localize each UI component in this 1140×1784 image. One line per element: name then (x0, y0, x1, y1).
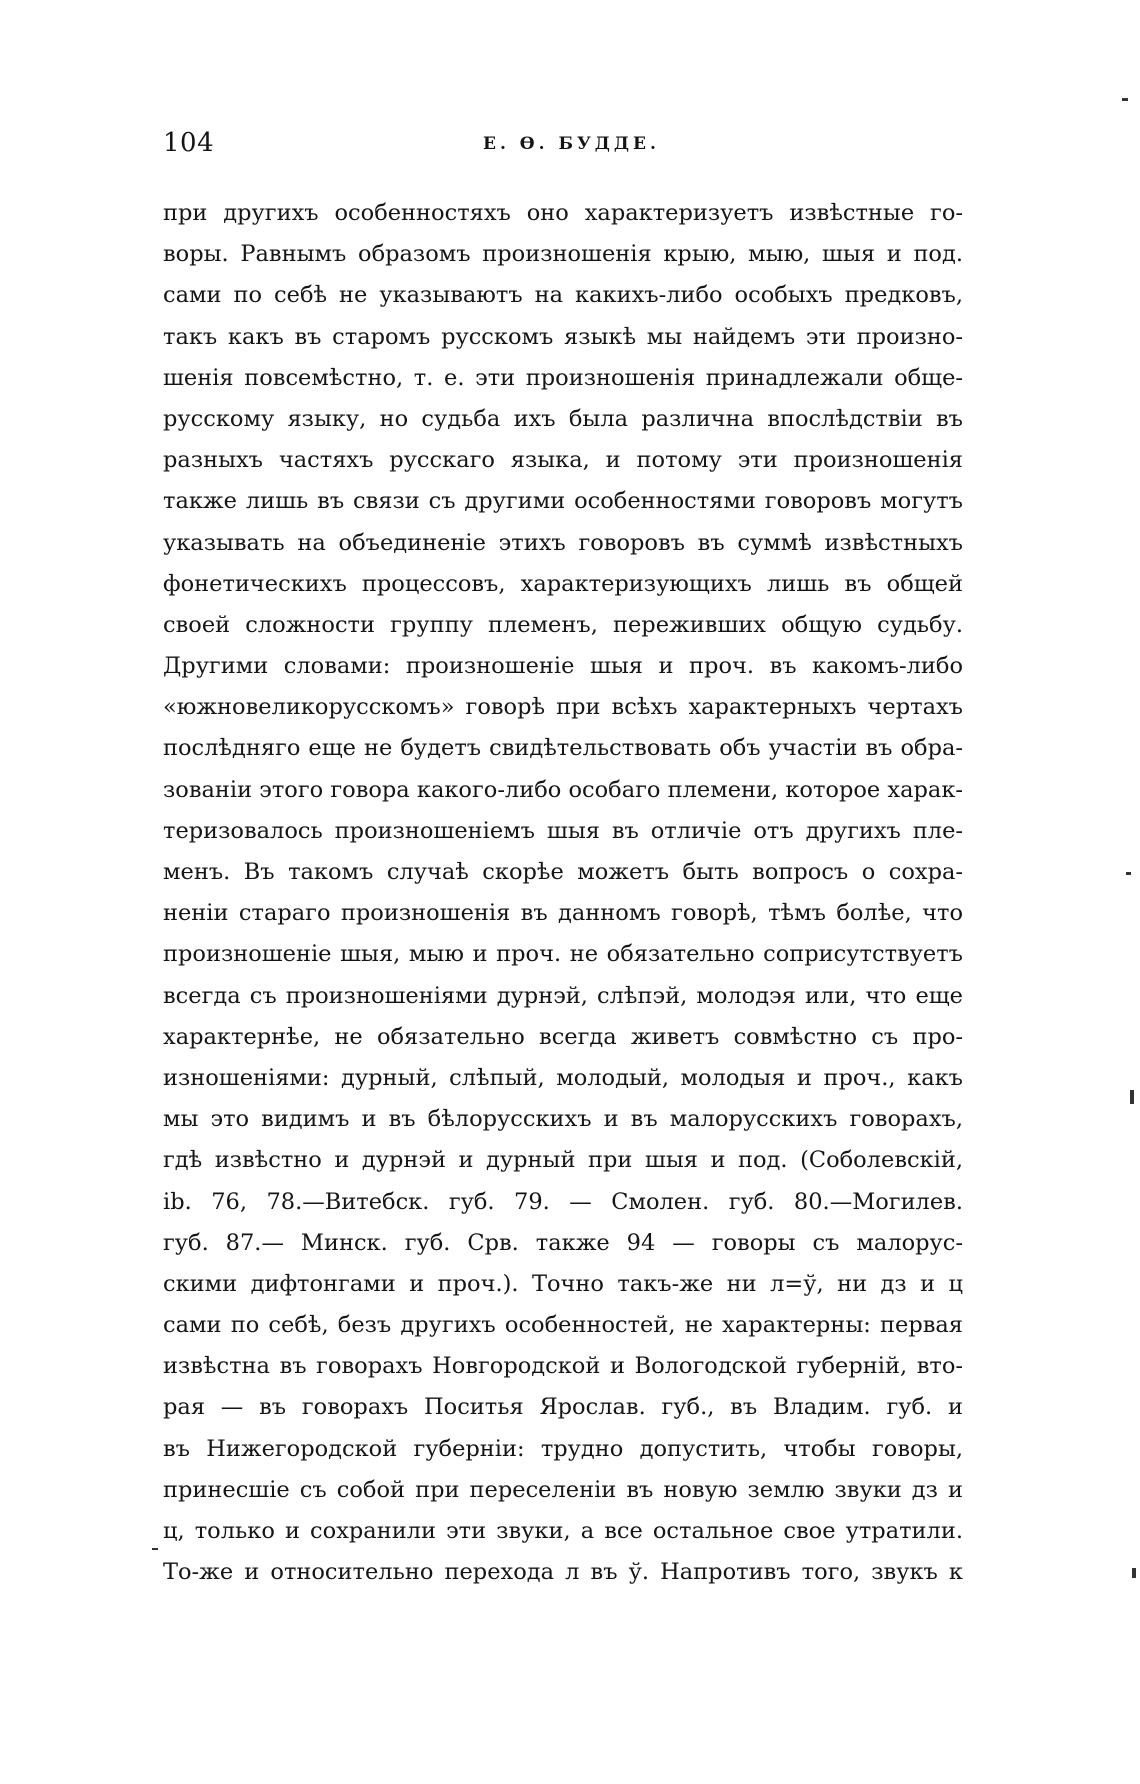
text-line: характернѣе, не обязательно всегда живетъ совмѣстно съ про- (163, 1023, 963, 1050)
text-line: принесшіе съ собой при переселеніи въ новую землю звуки дз и (163, 1476, 963, 1503)
page-header (163, 128, 963, 168)
text-line: такъ какъ въ старомъ русскомъ языкѣ мы найдемъ эти произно- (163, 323, 963, 350)
text-line: русскому языку, но судьба ихъ была различна впослѣдствіи въ (163, 405, 963, 432)
text-line: теризовалось произношеніемъ шыя въ отличіе отъ другихъ пле- (163, 817, 963, 844)
text-line: воры. Равнымъ образомъ произношенія крыю, мыю, шыя и под. (163, 241, 963, 268)
text-line: указывать на объединеніе этихъ говоровъ въ суммѣ извѣстныхъ (163, 529, 963, 556)
scan-speck (1122, 98, 1128, 101)
text-line: ib. 76, 78.—Витебск. губ. 79. — Смолен. губ. 80.—Могилев. (163, 1188, 963, 1215)
text-line: «южновеликорусскомъ» говорѣ при всѣхъ характерныхъ чертахъ (163, 694, 963, 721)
text-line: всегда съ произношеніями дурнэй, слѣпэй, молодэя или, что еще (163, 982, 963, 1009)
scan-speck (1126, 872, 1131, 875)
text-line: послѣдняго еще не будетъ свидѣтельствовать объ участіи въ обра- (163, 735, 963, 762)
text-line: шенія повсемѣстно, т. е. эти произношенія принадлежали обще- (163, 364, 963, 391)
scan-speck (1130, 1090, 1134, 1104)
text-line: Другими словами: произношеніе шыя и проч. въ какомъ-либо (163, 653, 963, 680)
scan-speck (1132, 1568, 1136, 1578)
text-line: произношеніе шыя, мыю и проч. не обязательно соприсутствуетъ (163, 941, 963, 968)
text-line: разныхъ частяхъ русскаго языка, и потому эти произношенія (163, 447, 963, 474)
text-line: фонетическихъ процессовъ, характеризующихъ лишь въ общей (163, 570, 963, 597)
text-line: своей сложности группу племенъ, переживших общую судьбу. (163, 611, 963, 638)
text-line: скими дифтонгами и проч.). Точно такъ-же ни л=ў, ни дз и ц (163, 1270, 963, 1297)
text-line: сами по себѣ, безъ другихъ особенностей, не характерны: первая (163, 1312, 963, 1339)
body-text (163, 193, 963, 1593)
scan-speck (152, 1548, 158, 1550)
text-line: извѣстна въ говорахъ Новгородской и Вологодской губерній, вто- (163, 1353, 963, 1380)
text-line: при другихъ особенностяхъ оно характеризуетъ извѣстные го- (163, 200, 963, 226)
text-line: также лишь въ связи съ другими особенностями говоровъ могутъ (163, 488, 963, 515)
text-line: въ Нижегородской губерніи: трудно допустить, чтобы говоры, (163, 1435, 963, 1462)
text-line: зованіи этого говора какого-либо особаго племени, которое харак- (163, 776, 963, 803)
text-line: рая — въ говорахъ Поситья Ярослав. губ., въ Владим. губ. и (163, 1394, 963, 1421)
text-line: изношеніями: дурный, слѣпый, молодый, молодыя и проч., какъ (163, 1064, 963, 1091)
text-line: сами по себѣ не указываютъ на какихъ-либо особыхъ предковъ, (163, 282, 963, 309)
text-line: губ. 87.— Минск. губ. Срв. также 94 — говоры съ малорус- (163, 1229, 963, 1256)
text-line: менъ. Въ такомъ случаѣ скорѣе можетъ быть вопросъ о сохра- (163, 859, 963, 885)
page-number: 104 (163, 128, 215, 158)
text-line: ц, только и сохранили эти звуки, а все остальное свое утратили. (163, 1518, 963, 1544)
text-line: неніи стараго произношенія въ данномъ говорѣ, тѣмъ болѣе, что (163, 900, 963, 927)
text-line: мы это видимъ и въ бѣлорусскихъ и въ малорусскихъ говорахъ, (163, 1106, 963, 1133)
running-head: Е. Ѳ. БУДДЕ. (483, 134, 660, 154)
text-line: гдѣ извѣстно и дурнэй и дурный при шыя и под. (Соболевскій, (163, 1147, 963, 1174)
text-line: То-же и относительно перехода л въ ў. Напротивъ того, звукъ к (163, 1559, 963, 1586)
